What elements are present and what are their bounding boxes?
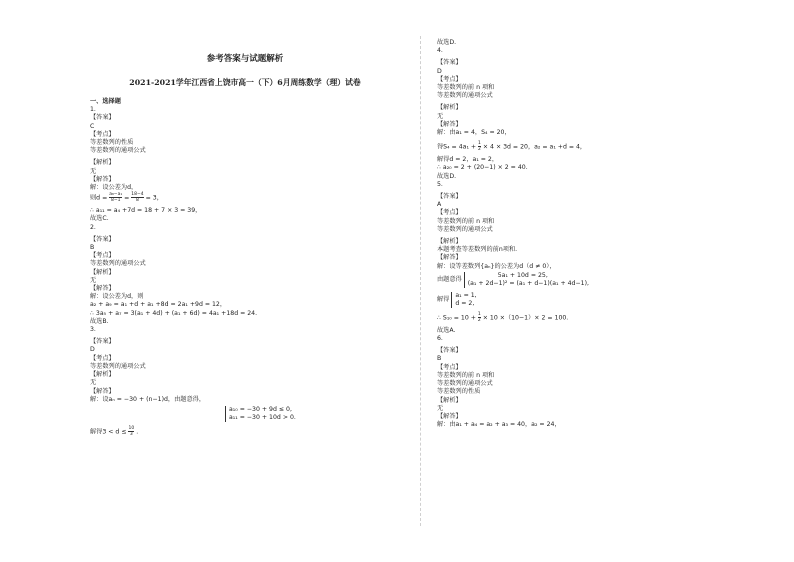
kaodian-label: 【考点】: [437, 75, 462, 83]
answer-label: 【答案】: [90, 338, 115, 346]
fraction-denominator: 2: [478, 147, 481, 153]
fraction: [109, 192, 122, 203]
jiexi-text: 无: [90, 276, 97, 284]
jiexi-label: 【解析】: [437, 104, 462, 112]
jiexi-text: 本题考查等差数列的前n项和.: [437, 246, 518, 254]
system-line: (a₁ + 2d−1)² = (a₁ + d−1)(a₁ + 4d−1),: [467, 279, 589, 287]
system-line: 5a₁ + 10d = 25,: [497, 271, 548, 279]
document-subtitle: 2021-2021学年江西省上饶市高一（下）6月周练数学（理）试卷: [129, 78, 361, 87]
answer-value: A: [437, 201, 442, 209]
jiexi-label: 【解析】: [90, 268, 115, 276]
fraction-denominator: 8: [136, 198, 139, 204]
kaodian-item: 等差数列的通项公式: [90, 362, 146, 370]
page-fold-divider: [420, 36, 421, 526]
solution-line: 故选A.: [437, 326, 456, 334]
document-title: 参考答案与试题解析: [206, 54, 284, 64]
jiexi-label: 【解析】: [437, 238, 462, 246]
kaodian-item: 等差数列的性质: [90, 139, 134, 147]
kaodian-item: 等差数列的通项公式: [437, 92, 493, 100]
system-line: d = 2,: [455, 299, 475, 307]
kaodian-label: 【考点】: [90, 252, 115, 260]
question-number: 5.: [437, 180, 443, 188]
solution-line: 故选B.: [90, 317, 109, 325]
solution-line: 解：设公差为d，: [90, 184, 138, 192]
solution-line: [437, 292, 737, 308]
formula-text: 则d =: [90, 194, 108, 202]
fraction-numerator: a₈−a₁: [109, 192, 123, 198]
solution-line: 解：设aₙ = −30 + (n−1)d，由题意得，: [90, 395, 206, 403]
jiexi-label: 【解析】: [90, 371, 115, 379]
fraction-numerator: 10: [128, 425, 135, 431]
answer-label: 【答案】: [437, 193, 462, 201]
formula-text: 得S₄ = 4a₁ +: [437, 143, 477, 151]
solution-line: ∴ a₁₁ = a₄ +7d = 18 + 7 × 3 = 39，: [90, 207, 202, 215]
kaodian-label: 【考点】: [90, 354, 115, 362]
question-number: 1.: [90, 106, 96, 114]
question-number: 2.: [90, 223, 96, 231]
solution-line: 解得d = 2，a₁ = 2，: [437, 156, 499, 164]
formula-text: .: [136, 428, 139, 436]
answer-value: B: [90, 244, 95, 252]
answer-value: D: [437, 67, 442, 75]
question-number: 4.: [437, 47, 443, 55]
solution-line: 解：由a₁ = 4，S₄ = 20，: [437, 129, 511, 137]
jieda-label: 【解答】: [437, 412, 462, 420]
fraction-numerator: 1: [478, 141, 481, 147]
answer-label: 【答案】: [437, 347, 462, 355]
formula-text: × 10 ×（10−1）× 2 = 100.: [482, 314, 569, 322]
solution-line: [90, 192, 400, 203]
kaodian-item: 等差数列的前 n 项和: [437, 84, 495, 92]
fraction: [478, 141, 481, 152]
fraction-numerator: 18−4: [131, 192, 144, 198]
formula-text: ∴ S₁₀ = 10 +: [437, 314, 476, 322]
jieda-label: 【解答】: [437, 254, 462, 262]
solution-line: 解：设等差数列{aₙ}的公差为d（d ≠ 0），: [437, 262, 556, 270]
kaodian-label: 【考点】: [90, 130, 115, 138]
jieda-label: 【解答】: [90, 285, 115, 293]
fraction: [131, 192, 143, 203]
system-line: a₁₀ = −30 + 9d ≤ 0,: [229, 405, 292, 413]
solution-line: ∴ 3a₅ + a₇ = 3(a₁ + 4d) + (a₁ + 6d) = 4a₁ +18d = 24.: [90, 309, 258, 317]
solution-line: 故选C.: [90, 215, 109, 223]
jiexi-text: 无: [437, 404, 444, 412]
kaodian-label: 【考点】: [437, 209, 462, 217]
solution-line: [437, 272, 737, 288]
system-brace: [451, 292, 476, 308]
kaodian-item: 等差数列的性质: [437, 388, 481, 396]
solution-line: [437, 312, 737, 323]
answer-label: 【答案】: [90, 235, 115, 243]
fraction-denominator: 8−1: [110, 198, 121, 204]
system-line: a₁ = 1,: [455, 291, 477, 299]
jiexi-text: 无: [90, 379, 97, 387]
jieda-label: 【解答】: [90, 387, 115, 395]
solution-line: 故选D.: [437, 39, 457, 46]
fraction: [478, 312, 481, 323]
formula-text: =: [124, 194, 130, 202]
jieda-label: 【解答】: [437, 120, 462, 128]
answer-label: 【答案】: [90, 114, 115, 122]
kaodian-item: 等差数列的前 n 项和: [437, 371, 495, 379]
solution-line: [437, 141, 737, 152]
kaodian-item: 等差数列的通项公式: [437, 380, 493, 388]
kaodian-item: 等差数列的通项公式: [90, 147, 146, 155]
answer-value: C: [90, 122, 95, 130]
solution-line: ∴ a₂₀ = 2 + (20−1) × 2 = 40.: [437, 164, 528, 172]
fraction-numerator: 1: [477, 311, 481, 317]
system-brace: [464, 272, 589, 288]
jieda-label: 【解答】: [90, 175, 115, 183]
system-line: a₁₁ = −30 + 10d > 0.: [229, 413, 296, 421]
solution-line: 解：设公差为d，则: [90, 293, 144, 301]
jiexi-label: 【解析】: [90, 159, 115, 167]
formula-text: = 3，: [145, 194, 163, 202]
solution-line: [90, 426, 400, 437]
solution-line: a₂ + a₉ = a₁ +d + a₁ +8d = 2a₁ +9d = 12，: [90, 301, 227, 309]
fraction-denominator: 3: [129, 431, 133, 437]
answer-label: 【答案】: [437, 59, 462, 67]
formula-text: × 4 × 3d = 20，a₂ = a₁ +d = 4，: [482, 143, 587, 151]
question-number: 6.: [437, 335, 443, 343]
kaodian-label: 【考点】: [437, 363, 462, 371]
answer-value: D: [90, 346, 95, 354]
answer-value: B: [437, 355, 442, 363]
question-number: 3.: [90, 326, 96, 334]
section-heading: 一、选择题: [90, 98, 121, 105]
formula-text: 解得3 < d ≤: [90, 428, 127, 436]
fraction-denominator: 2: [477, 317, 481, 323]
system-brace: [225, 406, 296, 422]
right-column: [437, 0, 737, 562]
solution-line: 故选D.: [437, 172, 457, 180]
formula-text: 由题意得: [437, 275, 462, 283]
fraction: [128, 426, 134, 437]
left-column: [90, 0, 400, 562]
jiexi-text: 无: [437, 112, 444, 120]
kaodian-item: 等差数列的前 n 项和: [437, 217, 495, 225]
inequality-system: [90, 406, 400, 422]
solution-line: 解：由a₁ + a₄ = a₂ + a₃ = 40，a₂ = 24，: [437, 421, 561, 429]
kaodian-item: 等差数列的通项公式: [437, 225, 493, 233]
kaodian-item: 等差数列的通项公式: [90, 260, 146, 268]
formula-text: 解得: [437, 295, 450, 303]
jiexi-text: 无: [90, 167, 97, 175]
jiexi-label: 【解析】: [437, 396, 462, 404]
